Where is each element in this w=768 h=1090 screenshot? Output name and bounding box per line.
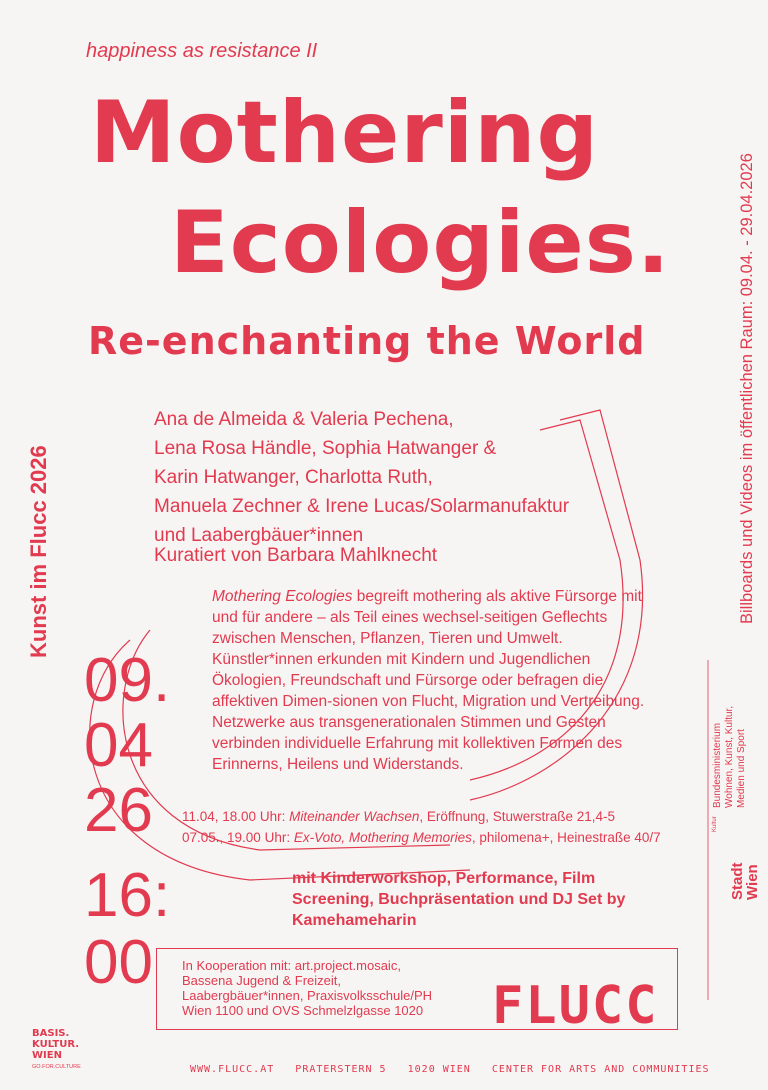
event-item: 11.04, 18.00 Uhr: Miteinander Wachsen, Eröffnung, Stuwerstraße 21,4-5 bbox=[182, 809, 616, 824]
ministry-logo: Bundesministerium Wohnen, Kunst, Kultur, Medien und Sport bbox=[712, 705, 747, 808]
date-year: 26 bbox=[84, 776, 153, 845]
side-label-right: Billboards und Videos im öffentlichen Raum: 09.04. - 29.04.2026 bbox=[738, 153, 756, 624]
artist-line: und Laabergbäuer*innen bbox=[154, 525, 364, 546]
date-month: 04 bbox=[84, 711, 153, 780]
city-kultur-label: Kultur bbox=[712, 816, 718, 832]
description-body: begreift mothering als aktive Fürsorge mit und für andere – als Teil eines wechsel-seitigen Geflechts zwischen Menschen, Pflanzen, Tieren und Umwelt. Künstler*innen erkunden mit Kindern und Jugendlichen Ökologien, Freundschaft und Fürsorge oder befragen die affektiven Dimen-sionen von Flucht, Migration und Vertreibung. Netzwerke aus transgenerationalen Stimmen und Gesten verbinden individuelle Erfahrung mit kollektiven Formen des Erinnerns, Heilens und Widerstands. bbox=[212, 588, 645, 773]
event-list bbox=[182, 806, 661, 848]
time-hour: 16: bbox=[84, 861, 171, 930]
title-line-1: Mothering bbox=[90, 83, 600, 183]
curator-credit: Kuratiert von Barbara Mahlknecht bbox=[154, 545, 438, 566]
artist-line: Lena Rosa Händle, Sophia Hatwanger & bbox=[154, 438, 497, 459]
side-label-left: Kunst im Flucc 2026 bbox=[26, 445, 51, 658]
title-line-3: Re-enchanting the World bbox=[88, 319, 646, 363]
time-minute: 00 bbox=[84, 928, 153, 997]
cooperation-text: In Kooperation mit: art.project.mosaic, Bassena Jugend & Freizeit, Laabergbäuer*innen, Praxisvolksschule/PH Wien 1100 und OVS Schmelzlgasse 1020 bbox=[182, 958, 433, 1018]
date-day: 09. bbox=[84, 646, 171, 715]
footer-info: WWW.FLUCC.AT PRATERSTERN 5 1020 WIEN CENTER FOR ARTS AND COMMUNITIES bbox=[190, 1064, 710, 1075]
poster-subtitle: happiness as resistance II bbox=[86, 40, 318, 62]
description-lead: Mothering Ecologies bbox=[212, 588, 353, 605]
basis-logo-subtitle: GO.FOR.CULTURE bbox=[32, 1064, 81, 1070]
title-line-2: Ecologies. bbox=[170, 193, 671, 293]
stadt-wien-logo: Stadt Wien bbox=[729, 862, 761, 900]
flucc-logo: FLUCC bbox=[492, 976, 659, 1036]
program-extras: mit Kinderworkshop, Performance, Film Screening, Buchpräsentation und DJ Set by Kamehameharin bbox=[292, 870, 626, 929]
artist-list bbox=[154, 405, 674, 550]
artist-line: Ana de Almeida & Valeria Pechena, bbox=[154, 409, 454, 430]
event-item: 07.05., 19.00 Uhr: Ex-Voto, Mothering Memories, philomena+, Heinestraße 40/7 bbox=[182, 830, 661, 845]
artist-line: Manuela Zechner & Irene Lucas/Solarmanufaktur bbox=[154, 496, 570, 517]
basis-kultur-wien-logo: BASIS. KULTUR. WIEN bbox=[32, 1028, 80, 1061]
artist-line: Karin Hatwanger, Charlotta Ruth, bbox=[154, 467, 433, 488]
description-text bbox=[212, 586, 662, 775]
